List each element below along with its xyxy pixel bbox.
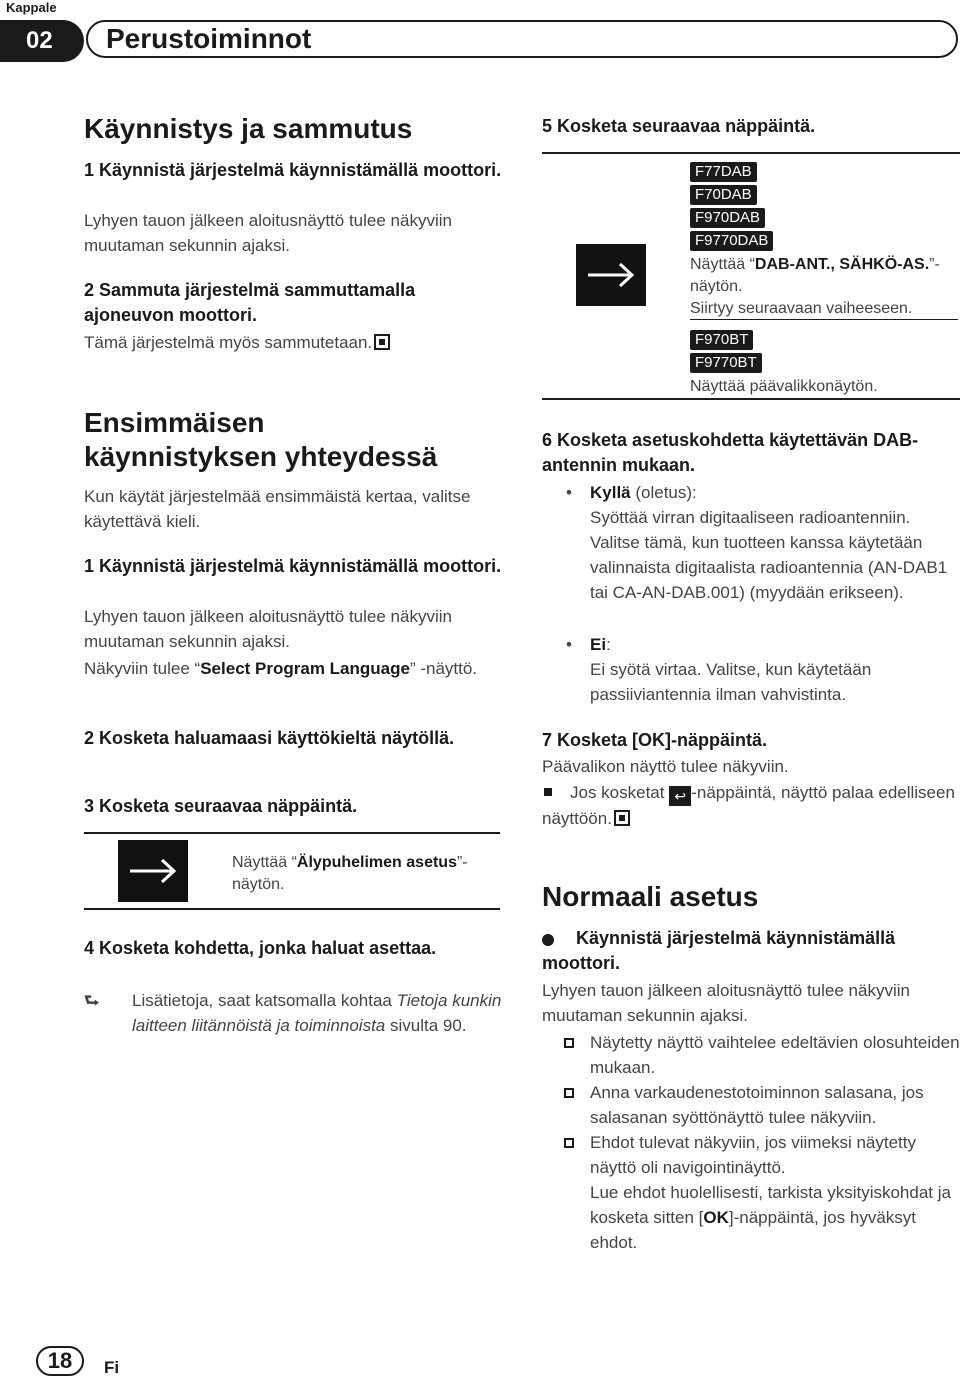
language-code: Fi [104,1358,120,1377]
step-stop-engine: 2 Sammuta järjestelmä sammuttamalla ajoneuvon moottori. [84,280,416,325]
note-square-icon [544,788,552,796]
section-title-normal: Normaali asetus [542,881,759,912]
cross-reference: ⮑ Lisätietoja, saat katsomalla kohtaa Tietoja kunkin laitteen liitännöistä ja toiminnoista sivulta 90. [84,988,504,1038]
list-item: Näytetty näyttö vaihtelee edeltävien olosuhteiden mukaan. [542,1030,960,1080]
dab-desc: Näyttää “DAB-ANT., SÄHKÖ-AS.”-näytön. [690,256,940,295]
back-icon: ↩ [669,786,691,806]
normal-text: Lyhyen tauon jälkeen aloitusnäyttö tulee näkyviin muutaman sekunnin ajaksi. [542,981,910,1025]
right-step-7: 7 Kosketa [OK]-näppäintä. [542,730,768,750]
first-start-intro: Kun käytät järjestelmää ensimmäistä kertaa, valitse käytettävä kieli. [84,487,471,531]
chapter-number: 02 [0,20,84,62]
table-rule-top-right [542,152,960,154]
reference-arrow-icon: ⮑ [84,991,100,1010]
chapter-title: Perustoiminnot [86,20,958,58]
end-mark-icon [374,334,390,350]
model-badge: F970BT [690,330,753,350]
table-rule-bottom [84,908,500,910]
right-step-7-text: Päävalikon näyttö tulee näkyviin. [542,757,789,776]
checkbox-bullet-icon [564,1088,574,1098]
right-step-7-note: Jos kosketat ↩ -näppäintä, näyttö palaa edelliseen näyttöön. [542,783,955,828]
step-start-engine-text: Lyhyen tauon jälkeen aloitusnäyttö tulee näkyviin muutaman sekunnin ajaksi. [84,211,452,255]
bt-desc: Näyttää päävalikkonäytön. [690,378,878,395]
bullet-dot: • [566,635,572,654]
step-stop-engine-text: Tämä järjestelmä myös sammutetaan. [84,330,504,355]
model-badge: F9770DAB [690,231,773,251]
table-rule-top [84,832,500,834]
table-rule-mid [690,319,958,320]
dab-models [690,162,958,320]
step-start-engine: 1 Käynnistä järjestelmä käynnistämällä moottori. [84,160,502,180]
model-badge: F970DAB [690,208,765,228]
first-step-1: 1 Käynnistä järjestelmä käynnistämällä moottori. [84,556,502,576]
option-ei: • Ei: Ei syötä virtaa. Valitse, kun käytetään passiiviantennia ilman vahvistinta. [566,632,960,707]
section-title-first-start-2: käynnistyksen yhteydessä [84,441,438,472]
first-step-1-text: Lyhyen tauon jälkeen aloitusnäyttö tulee näkyviin muutaman sekunnin ajaksi. [84,607,452,651]
model-badge: F9770BT [690,353,762,373]
arrow-right-icon [118,840,188,902]
dab-desc-2: Siirtyy seuraavaan vaiheeseen. [690,300,913,317]
next-arrow-desc: Näyttää “Älypuhelimen asetus”-näytön. [232,854,468,893]
list-item: Anna varkaudenestotoiminnon salasana, jos salasanan syöttönäyttö tulee näkyviin. [542,1080,960,1130]
end-mark-icon [614,810,630,826]
checkbox-bullet-icon [564,1038,574,1048]
first-step-1-text2: Näkyviin tulee “Select Program Language” -näyttö. [84,659,478,678]
bullet-dot: • [566,483,572,502]
model-badge: F70DAB [690,185,757,205]
right-step-5: 5 Kosketa seuraavaa näppäintä. [542,116,816,136]
list-item-more: Lue ehdot huolellisesti, tarkista yksityiskohdat ja kosketa sitten [OK]-näppäintä, jos hyväksyt ehdot. [590,1183,951,1252]
arrow-right-icon [576,244,646,306]
table-rule-bottom-right [542,398,960,400]
model-badge: F77DAB [690,162,757,182]
first-step-4: 4 Kosketa kohdetta, jonka haluat asettaa. [84,938,437,958]
checkbox-bullet-icon [564,1138,574,1148]
list-item: Ehdot tulevat näkyviin, jos viimeksi näytetty näyttö oli navigointinäyttö. [542,1130,960,1180]
bt-models [690,330,958,398]
bullet-dot [542,934,554,946]
chapter-label: Kappale [6,0,57,15]
normal-bullets [542,1030,960,1255]
first-step-2: 2 Kosketa haluamaasi käyttökieltä näytöllä. [84,728,455,748]
section-title-first-start-1: Ensimmäisen [84,407,265,438]
normal-step: Käynnistä järjestelmä käynnistämällä moottori. [542,928,896,973]
section-title-start-stop: Käynnistys ja sammutus [84,113,413,144]
next-arrow-button-2[interactable] [576,244,646,306]
right-step-6: 6 Kosketa asetuskohdetta käytettävän DAB-antennin mukaan. [542,430,919,475]
option-kylla: • Kyllä (oletus): Syöttää virran digitaaliseen radioantenniin. Valitse tämä, kun tuotteen kanssa käytetään valinnaista digitaalista radioantennia (AN-DAB1 tai CA-AN-DAB.001) (myydään erikseen). [566,480,960,605]
first-step-3: 3 Kosketa seuraavaa näppäintä. [84,796,358,816]
page-number: 18 [36,1346,84,1376]
next-arrow-button[interactable] [118,840,188,902]
